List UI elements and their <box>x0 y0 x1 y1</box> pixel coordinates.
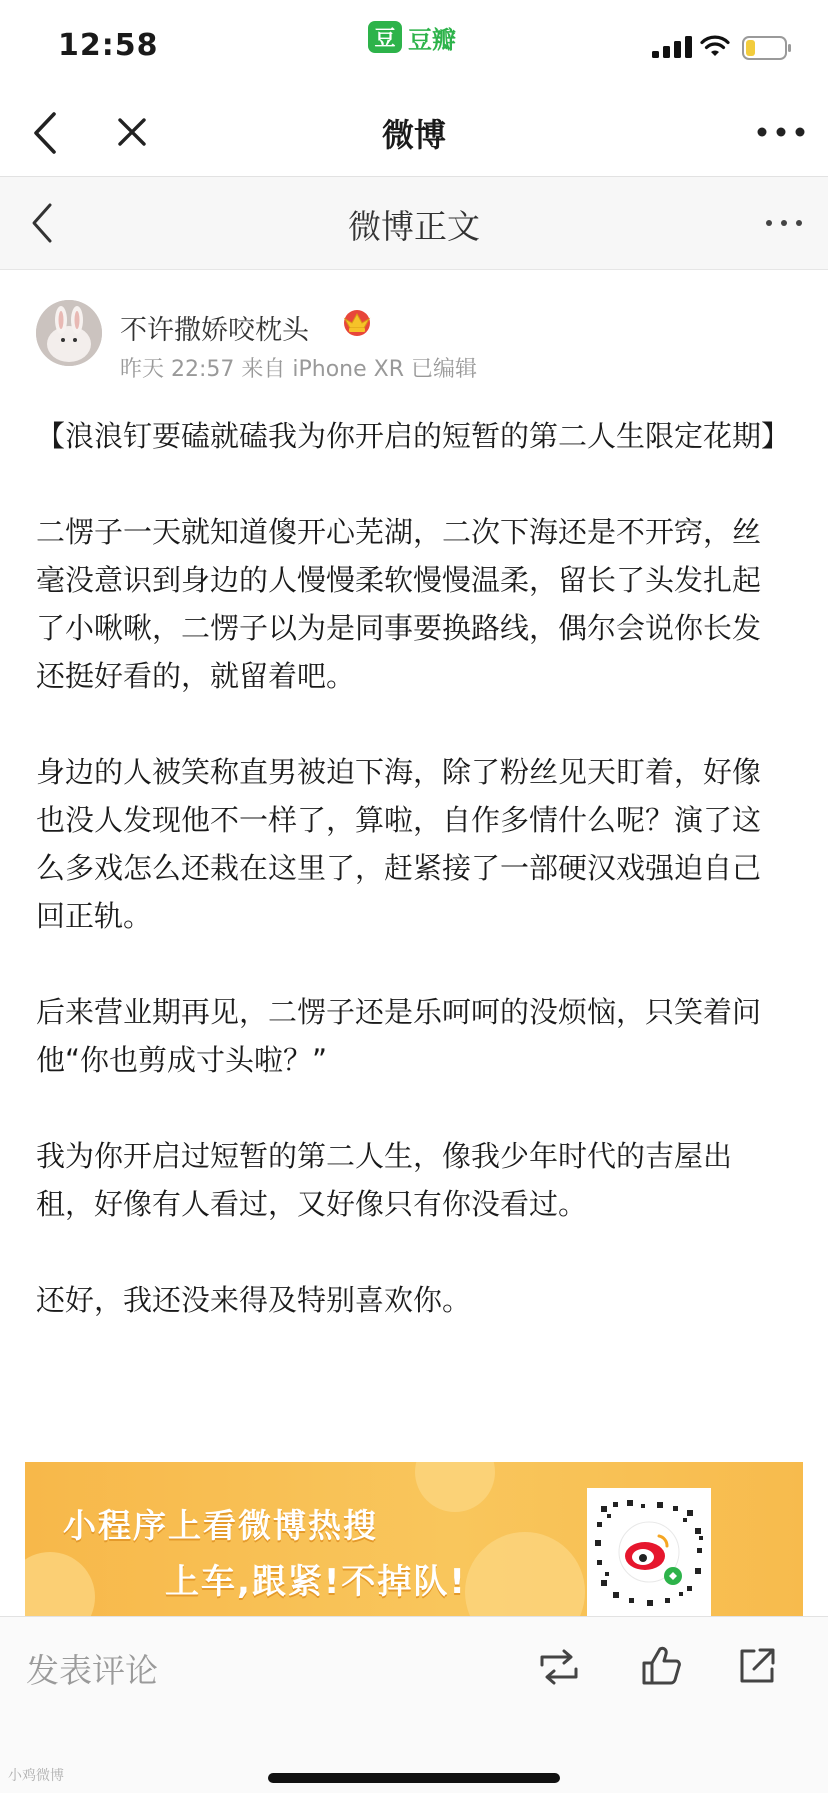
post-body <box>36 412 791 1372</box>
home-indicator <box>268 1773 560 1783</box>
post-paragraph: 我为你开启过短暂的第二人生，像我少年时代的吉屋出租，好像有人看过，又好像只有你没看过。 <box>36 1139 733 1221</box>
ad-banner[interactable] <box>25 1462 803 1616</box>
post-paragraph: 【浪浪钉要磕就磕我为你开启的短暂的第二人生限定花期】 <box>36 419 791 453</box>
post-paragraph: 身边的人被笑称直男被迫下海，除了粉丝见天盯着，好像也没人发现他不一样了，算啦，自作多情什么呢？演了这么多戏怎么还栽在这里了，赶紧接了一部硬汉戏强迫自己回正轨。 <box>36 755 762 933</box>
ad-slogan: 上车,跟紧!不掉队! <box>165 1562 467 1602</box>
decor-circle <box>465 1532 585 1616</box>
weibo-header-bar <box>0 177 828 270</box>
wifi-icon <box>700 34 730 58</box>
douban-badge[interactable] <box>368 20 456 54</box>
post-meta: 昨天 22:57 来自 iPhone XR 已编辑 <box>120 357 477 382</box>
watermark: 小鸡微博 <box>8 1768 64 1784</box>
ad-headline: 小程序上看微博热搜 <box>63 1506 378 1545</box>
repost-icon[interactable] <box>538 1647 580 1687</box>
crown-icon[interactable] <box>340 306 374 338</box>
qr-code <box>587 1488 711 1616</box>
more-icon[interactable] <box>756 122 806 142</box>
more-icon[interactable] <box>764 213 804 233</box>
post-paragraph: 二愣子一天就知道傻开心芜湖，二次下海还是不开窍，丝毫没意识到身边的人慢慢柔软慢慢温柔，留长了头发扎起了小啾啾，二愣子以为是同事要换路线，偶尔会说你长发还挺好看的，就留着吧。 <box>36 515 762 693</box>
douban-name: 豆瓣 <box>408 25 456 54</box>
rabbit-avatar-image <box>36 300 102 366</box>
status-bar <box>0 0 828 90</box>
decor-circle <box>25 1552 95 1616</box>
weibo-qr-code-icon <box>587 1488 711 1616</box>
comment-input[interactable]: 发表评论 <box>26 1651 158 1690</box>
weibo-post-title: 微博正文 <box>348 207 480 246</box>
post-paragraph: 还好，我还没来得及特别喜欢你。 <box>36 1283 472 1317</box>
post-paragraph: 后来营业期再见，二愣子还是乐呵呵的没烦恼，只笑着问他“你也剪成寸头啦？” <box>36 995 762 1077</box>
avatar[interactable] <box>36 300 102 366</box>
bottom-action-bar <box>0 1616 828 1793</box>
top-nav-bar <box>0 90 828 177</box>
decor-circle <box>415 1462 495 1512</box>
share-icon[interactable] <box>738 1645 776 1685</box>
signal-icon <box>652 36 694 58</box>
page-title: 微博 <box>381 116 446 154</box>
author-name[interactable]: 不许撒娇咬枕头 <box>120 315 309 346</box>
battery-icon <box>742 36 792 60</box>
douban-logo-icon: 豆 <box>368 21 402 53</box>
like-icon[interactable] <box>640 1643 682 1687</box>
status-time: 12:58 <box>58 28 159 63</box>
